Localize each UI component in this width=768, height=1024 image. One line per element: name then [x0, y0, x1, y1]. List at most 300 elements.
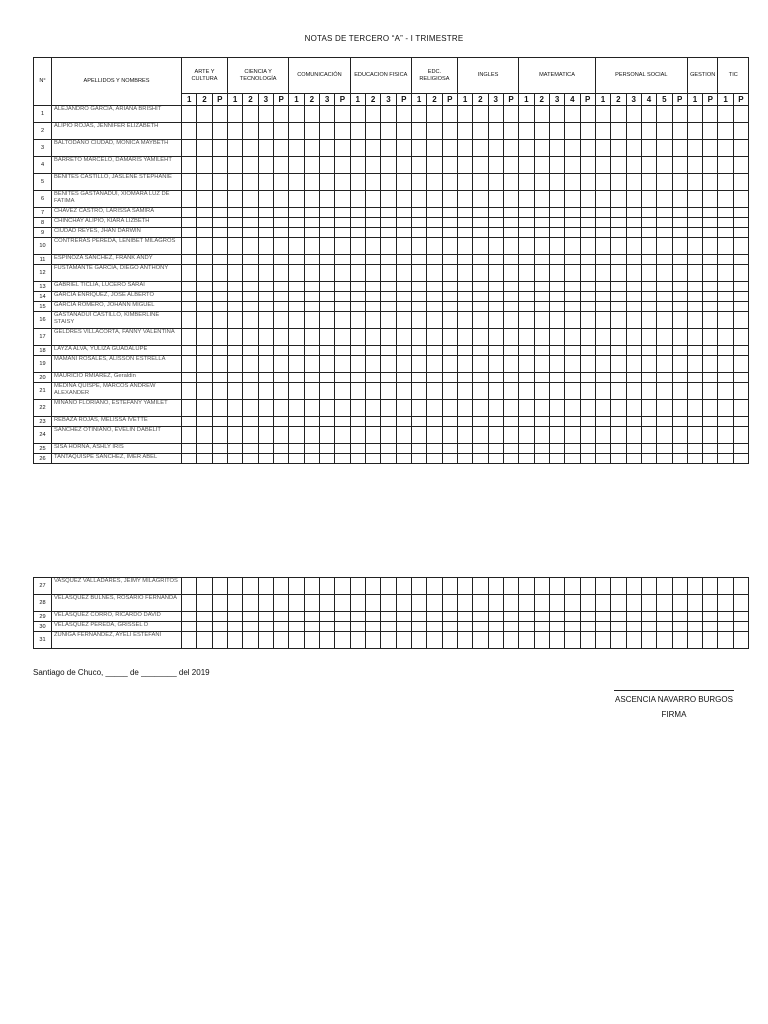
- grade-cell[interactable]: [503, 123, 518, 140]
- grade-cell[interactable]: [672, 356, 687, 373]
- grade-cell[interactable]: [427, 417, 442, 427]
- grade-cell[interactable]: [227, 595, 242, 612]
- grade-cell[interactable]: [580, 400, 595, 417]
- grade-cell[interactable]: [273, 312, 288, 329]
- grade-cell[interactable]: [488, 238, 503, 255]
- grade-cell[interactable]: [672, 312, 687, 329]
- grade-cell[interactable]: [503, 383, 518, 400]
- grade-cell[interactable]: [365, 123, 380, 140]
- grade-cell[interactable]: [289, 228, 304, 238]
- grade-cell[interactable]: [442, 228, 457, 238]
- grade-cell[interactable]: [319, 373, 334, 383]
- grade-cell[interactable]: [672, 427, 687, 444]
- grade-cell[interactable]: [289, 622, 304, 632]
- grade-cell[interactable]: [687, 218, 702, 228]
- grade-cell[interactable]: [212, 427, 227, 444]
- grade-cell[interactable]: [381, 329, 396, 346]
- grade-cell[interactable]: [335, 292, 350, 302]
- grade-cell[interactable]: [411, 329, 426, 346]
- grade-cell[interactable]: [595, 373, 610, 383]
- grade-cell[interactable]: [273, 292, 288, 302]
- grade-cell[interactable]: [641, 228, 656, 238]
- grade-cell[interactable]: [396, 191, 411, 208]
- grade-cell[interactable]: [197, 595, 212, 612]
- grade-cell[interactable]: [289, 123, 304, 140]
- grade-cell[interactable]: [733, 417, 748, 427]
- grade-cell[interactable]: [381, 302, 396, 312]
- grade-cell[interactable]: [442, 208, 457, 218]
- grade-cell[interactable]: [733, 302, 748, 312]
- grade-cell[interactable]: [442, 427, 457, 444]
- grade-cell[interactable]: [273, 632, 288, 649]
- grade-cell[interactable]: [442, 622, 457, 632]
- grade-cell[interactable]: [411, 238, 426, 255]
- grade-cell[interactable]: [182, 292, 197, 302]
- grade-cell[interactable]: [718, 400, 733, 417]
- grade-cell[interactable]: [549, 444, 564, 454]
- grade-cell[interactable]: [595, 632, 610, 649]
- grade-cell[interactable]: [304, 356, 319, 373]
- grade-cell[interactable]: [657, 140, 672, 157]
- grade-cell[interactable]: [687, 400, 702, 417]
- grade-cell[interactable]: [319, 356, 334, 373]
- grade-cell[interactable]: [381, 255, 396, 265]
- grade-cell[interactable]: [641, 140, 656, 157]
- grade-cell[interactable]: [289, 454, 304, 464]
- grade-cell[interactable]: [442, 578, 457, 595]
- grade-cell[interactable]: [657, 157, 672, 174]
- grade-cell[interactable]: [457, 228, 472, 238]
- grade-cell[interactable]: [703, 302, 718, 312]
- grade-cell[interactable]: [182, 255, 197, 265]
- grade-cell[interactable]: [718, 578, 733, 595]
- grade-cell[interactable]: [457, 302, 472, 312]
- grade-cell[interactable]: [718, 383, 733, 400]
- grade-cell[interactable]: [396, 417, 411, 427]
- grade-cell[interactable]: [611, 228, 626, 238]
- grade-cell[interactable]: [611, 444, 626, 454]
- grade-cell[interactable]: [319, 157, 334, 174]
- grade-cell[interactable]: [365, 373, 380, 383]
- grade-cell[interactable]: [657, 356, 672, 373]
- grade-cell[interactable]: [488, 218, 503, 228]
- grade-cell[interactable]: [396, 444, 411, 454]
- grade-cell[interactable]: [534, 312, 549, 329]
- grade-cell[interactable]: [335, 218, 350, 228]
- grade-cell[interactable]: [519, 383, 534, 400]
- grade-cell[interactable]: [258, 292, 273, 302]
- grade-cell[interactable]: [197, 578, 212, 595]
- grade-cell[interactable]: [687, 356, 702, 373]
- grade-cell[interactable]: [197, 208, 212, 218]
- grade-cell[interactable]: [304, 444, 319, 454]
- grade-cell[interactable]: [580, 595, 595, 612]
- grade-cell[interactable]: [626, 282, 641, 292]
- grade-cell[interactable]: [227, 157, 242, 174]
- grade-cell[interactable]: [258, 302, 273, 312]
- grade-cell[interactable]: [672, 140, 687, 157]
- grade-cell[interactable]: [718, 123, 733, 140]
- grade-cell[interactable]: [473, 157, 488, 174]
- grade-cell[interactable]: [595, 400, 610, 417]
- grade-cell[interactable]: [626, 329, 641, 346]
- grade-cell[interactable]: [243, 622, 258, 632]
- grade-cell[interactable]: [703, 312, 718, 329]
- grade-cell[interactable]: [350, 400, 365, 417]
- grade-cell[interactable]: [442, 612, 457, 622]
- grade-cell[interactable]: [319, 454, 334, 464]
- grade-cell[interactable]: [733, 622, 748, 632]
- grade-cell[interactable]: [703, 329, 718, 346]
- grade-cell[interactable]: [427, 157, 442, 174]
- grade-cell[interactable]: [350, 595, 365, 612]
- grade-cell[interactable]: [703, 228, 718, 238]
- grade-cell[interactable]: [227, 356, 242, 373]
- grade-cell[interactable]: [703, 595, 718, 612]
- grade-cell[interactable]: [626, 174, 641, 191]
- grade-cell[interactable]: [182, 282, 197, 292]
- grade-cell[interactable]: [243, 427, 258, 444]
- grade-cell[interactable]: [672, 106, 687, 123]
- grade-cell[interactable]: [519, 329, 534, 346]
- grade-cell[interactable]: [488, 228, 503, 238]
- grade-cell[interactable]: [595, 622, 610, 632]
- grade-cell[interactable]: [457, 191, 472, 208]
- grade-cell[interactable]: [703, 383, 718, 400]
- grade-cell[interactable]: [473, 578, 488, 595]
- grade-cell[interactable]: [427, 228, 442, 238]
- grade-cell[interactable]: [182, 191, 197, 208]
- grade-cell[interactable]: [641, 174, 656, 191]
- grade-cell[interactable]: [580, 228, 595, 238]
- grade-cell[interactable]: [473, 417, 488, 427]
- grade-cell[interactable]: [227, 265, 242, 282]
- grade-cell[interactable]: [227, 329, 242, 346]
- grade-cell[interactable]: [703, 218, 718, 228]
- grade-cell[interactable]: [304, 373, 319, 383]
- grade-cell[interactable]: [473, 140, 488, 157]
- grade-cell[interactable]: [335, 140, 350, 157]
- grade-cell[interactable]: [718, 373, 733, 383]
- grade-cell[interactable]: [212, 383, 227, 400]
- grade-cell[interactable]: [687, 373, 702, 383]
- grade-cell[interactable]: [657, 265, 672, 282]
- grade-cell[interactable]: [641, 346, 656, 356]
- grade-cell[interactable]: [381, 595, 396, 612]
- grade-cell[interactable]: [442, 191, 457, 208]
- grade-cell[interactable]: [427, 312, 442, 329]
- grade-cell[interactable]: [197, 400, 212, 417]
- grade-cell[interactable]: [182, 356, 197, 373]
- grade-cell[interactable]: [258, 238, 273, 255]
- grade-cell[interactable]: [243, 612, 258, 622]
- grade-cell[interactable]: [304, 157, 319, 174]
- grade-cell[interactable]: [488, 282, 503, 292]
- grade-cell[interactable]: [442, 106, 457, 123]
- grade-cell[interactable]: [473, 174, 488, 191]
- grade-cell[interactable]: [182, 228, 197, 238]
- grade-cell[interactable]: [365, 622, 380, 632]
- grade-cell[interactable]: [473, 444, 488, 454]
- grade-cell[interactable]: [227, 444, 242, 454]
- grade-cell[interactable]: [580, 106, 595, 123]
- grade-cell[interactable]: [534, 454, 549, 464]
- grade-cell[interactable]: [381, 373, 396, 383]
- grade-cell[interactable]: [473, 356, 488, 373]
- grade-cell[interactable]: [457, 106, 472, 123]
- grade-cell[interactable]: [534, 427, 549, 444]
- grade-cell[interactable]: [457, 157, 472, 174]
- grade-cell[interactable]: [442, 174, 457, 191]
- grade-cell[interactable]: [411, 373, 426, 383]
- grade-cell[interactable]: [212, 373, 227, 383]
- grade-cell[interactable]: [289, 444, 304, 454]
- grade-cell[interactable]: [396, 218, 411, 228]
- grade-cell[interactable]: [365, 174, 380, 191]
- grade-cell[interactable]: [427, 427, 442, 444]
- grade-cell[interactable]: [473, 632, 488, 649]
- grade-cell[interactable]: [442, 140, 457, 157]
- grade-cell[interactable]: [442, 346, 457, 356]
- grade-cell[interactable]: [273, 400, 288, 417]
- grade-cell[interactable]: [182, 123, 197, 140]
- grade-cell[interactable]: [197, 106, 212, 123]
- grade-cell[interactable]: [703, 123, 718, 140]
- grade-cell[interactable]: [335, 265, 350, 282]
- grade-cell[interactable]: [488, 373, 503, 383]
- grade-cell[interactable]: [304, 228, 319, 238]
- grade-cell[interactable]: [657, 255, 672, 265]
- grade-cell[interactable]: [565, 140, 580, 157]
- grade-cell[interactable]: [273, 238, 288, 255]
- grade-cell[interactable]: [687, 427, 702, 444]
- grade-cell[interactable]: [350, 282, 365, 292]
- grade-cell[interactable]: [319, 578, 334, 595]
- grade-cell[interactable]: [488, 329, 503, 346]
- grade-cell[interactable]: [687, 238, 702, 255]
- grade-cell[interactable]: [687, 191, 702, 208]
- grade-cell[interactable]: [611, 373, 626, 383]
- grade-cell[interactable]: [304, 218, 319, 228]
- grade-cell[interactable]: [718, 140, 733, 157]
- grade-cell[interactable]: [611, 218, 626, 228]
- grade-cell[interactable]: [212, 157, 227, 174]
- grade-cell[interactable]: [565, 312, 580, 329]
- grade-cell[interactable]: [703, 191, 718, 208]
- grade-cell[interactable]: [687, 255, 702, 265]
- grade-cell[interactable]: [227, 400, 242, 417]
- grade-cell[interactable]: [365, 346, 380, 356]
- grade-cell[interactable]: [350, 218, 365, 228]
- grade-cell[interactable]: [641, 622, 656, 632]
- grade-cell[interactable]: [503, 208, 518, 218]
- grade-cell[interactable]: [381, 622, 396, 632]
- grade-cell[interactable]: [289, 218, 304, 228]
- grade-cell[interactable]: [457, 140, 472, 157]
- grade-cell[interactable]: [580, 612, 595, 622]
- grade-cell[interactable]: [703, 292, 718, 302]
- grade-cell[interactable]: [304, 383, 319, 400]
- grade-cell[interactable]: [411, 208, 426, 218]
- grade-cell[interactable]: [396, 312, 411, 329]
- grade-cell[interactable]: [365, 427, 380, 444]
- grade-cell[interactable]: [565, 157, 580, 174]
- grade-cell[interactable]: [457, 329, 472, 346]
- grade-cell[interactable]: [626, 140, 641, 157]
- grade-cell[interactable]: [595, 292, 610, 302]
- grade-cell[interactable]: [258, 123, 273, 140]
- grade-cell[interactable]: [580, 632, 595, 649]
- grade-cell[interactable]: [365, 302, 380, 312]
- grade-cell[interactable]: [427, 444, 442, 454]
- grade-cell[interactable]: [626, 578, 641, 595]
- grade-cell[interactable]: [335, 191, 350, 208]
- grade-cell[interactable]: [641, 444, 656, 454]
- grade-cell[interactable]: [411, 346, 426, 356]
- grade-cell[interactable]: [289, 329, 304, 346]
- grade-cell[interactable]: [549, 228, 564, 238]
- grade-cell[interactable]: [319, 312, 334, 329]
- grade-cell[interactable]: [657, 383, 672, 400]
- grade-cell[interactable]: [549, 454, 564, 464]
- grade-cell[interactable]: [611, 174, 626, 191]
- grade-cell[interactable]: [641, 595, 656, 612]
- grade-cell[interactable]: [227, 383, 242, 400]
- grade-cell[interactable]: [304, 302, 319, 312]
- grade-cell[interactable]: [365, 265, 380, 282]
- grade-cell[interactable]: [381, 312, 396, 329]
- grade-cell[interactable]: [411, 444, 426, 454]
- grade-cell[interactable]: [319, 329, 334, 346]
- grade-cell[interactable]: [304, 346, 319, 356]
- grade-cell[interactable]: [672, 383, 687, 400]
- grade-cell[interactable]: [381, 444, 396, 454]
- grade-cell[interactable]: [565, 329, 580, 346]
- grade-cell[interactable]: [335, 238, 350, 255]
- grade-cell[interactable]: [350, 632, 365, 649]
- grade-cell[interactable]: [319, 444, 334, 454]
- grade-cell[interactable]: [703, 454, 718, 464]
- grade-cell[interactable]: [197, 292, 212, 302]
- grade-cell[interactable]: [350, 191, 365, 208]
- grade-cell[interactable]: [396, 383, 411, 400]
- grade-cell[interactable]: [304, 140, 319, 157]
- grade-cell[interactable]: [212, 329, 227, 346]
- grade-cell[interactable]: [258, 612, 273, 622]
- grade-cell[interactable]: [197, 612, 212, 622]
- grade-cell[interactable]: [427, 454, 442, 464]
- grade-cell[interactable]: [672, 238, 687, 255]
- grade-cell[interactable]: [335, 106, 350, 123]
- grade-cell[interactable]: [473, 400, 488, 417]
- grade-cell[interactable]: [427, 400, 442, 417]
- grade-cell[interactable]: [381, 578, 396, 595]
- grade-cell[interactable]: [396, 174, 411, 191]
- grade-cell[interactable]: [381, 218, 396, 228]
- grade-cell[interactable]: [687, 208, 702, 218]
- grade-cell[interactable]: [611, 208, 626, 218]
- grade-cell[interactable]: [534, 140, 549, 157]
- grade-cell[interactable]: [718, 218, 733, 228]
- grade-cell[interactable]: [565, 346, 580, 356]
- grade-cell[interactable]: [488, 106, 503, 123]
- grade-cell[interactable]: [182, 106, 197, 123]
- grade-cell[interactable]: [457, 612, 472, 622]
- grade-cell[interactable]: [549, 238, 564, 255]
- grade-cell[interactable]: [258, 578, 273, 595]
- grade-cell[interactable]: [503, 282, 518, 292]
- grade-cell[interactable]: [519, 356, 534, 373]
- grade-cell[interactable]: [488, 622, 503, 632]
- grade-cell[interactable]: [182, 612, 197, 622]
- grade-cell[interactable]: [243, 595, 258, 612]
- grade-cell[interactable]: [457, 578, 472, 595]
- grade-cell[interactable]: [519, 454, 534, 464]
- grade-cell[interactable]: [258, 140, 273, 157]
- grade-cell[interactable]: [212, 191, 227, 208]
- grade-cell[interactable]: [519, 228, 534, 238]
- grade-cell[interactable]: [304, 329, 319, 346]
- grade-cell[interactable]: [626, 302, 641, 312]
- grade-cell[interactable]: [212, 174, 227, 191]
- grade-cell[interactable]: [473, 228, 488, 238]
- grade-cell[interactable]: [703, 265, 718, 282]
- grade-cell[interactable]: [534, 106, 549, 123]
- grade-cell[interactable]: [733, 208, 748, 218]
- grade-cell[interactable]: [273, 302, 288, 312]
- grade-cell[interactable]: [197, 302, 212, 312]
- grade-cell[interactable]: [258, 444, 273, 454]
- grade-cell[interactable]: [365, 157, 380, 174]
- grade-cell[interactable]: [442, 329, 457, 346]
- grade-cell[interactable]: [641, 329, 656, 346]
- grade-cell[interactable]: [534, 417, 549, 427]
- grade-cell[interactable]: [534, 578, 549, 595]
- grade-cell[interactable]: [350, 157, 365, 174]
- grade-cell[interactable]: [503, 622, 518, 632]
- grade-cell[interactable]: [212, 312, 227, 329]
- grade-cell[interactable]: [197, 356, 212, 373]
- grade-cell[interactable]: [304, 292, 319, 302]
- grade-cell[interactable]: [365, 255, 380, 265]
- grade-cell[interactable]: [549, 218, 564, 228]
- grade-cell[interactable]: [549, 140, 564, 157]
- grade-cell[interactable]: [718, 427, 733, 444]
- grade-cell[interactable]: [289, 302, 304, 312]
- grade-cell[interactable]: [396, 346, 411, 356]
- grade-cell[interactable]: [580, 329, 595, 346]
- grade-cell[interactable]: [411, 255, 426, 265]
- grade-cell[interactable]: [427, 218, 442, 228]
- grade-cell[interactable]: [580, 622, 595, 632]
- grade-cell[interactable]: [212, 140, 227, 157]
- grade-cell[interactable]: [687, 228, 702, 238]
- grade-cell[interactable]: [243, 373, 258, 383]
- grade-cell[interactable]: [595, 356, 610, 373]
- grade-cell[interactable]: [304, 400, 319, 417]
- grade-cell[interactable]: [672, 228, 687, 238]
- grade-cell[interactable]: [641, 612, 656, 622]
- grade-cell[interactable]: [687, 454, 702, 464]
- grade-cell[interactable]: [733, 578, 748, 595]
- grade-cell[interactable]: [733, 400, 748, 417]
- grade-cell[interactable]: [212, 292, 227, 302]
- grade-cell[interactable]: [503, 157, 518, 174]
- grade-cell[interactable]: [427, 346, 442, 356]
- grade-cell[interactable]: [457, 400, 472, 417]
- grade-cell[interactable]: [565, 595, 580, 612]
- grade-cell[interactable]: [519, 346, 534, 356]
